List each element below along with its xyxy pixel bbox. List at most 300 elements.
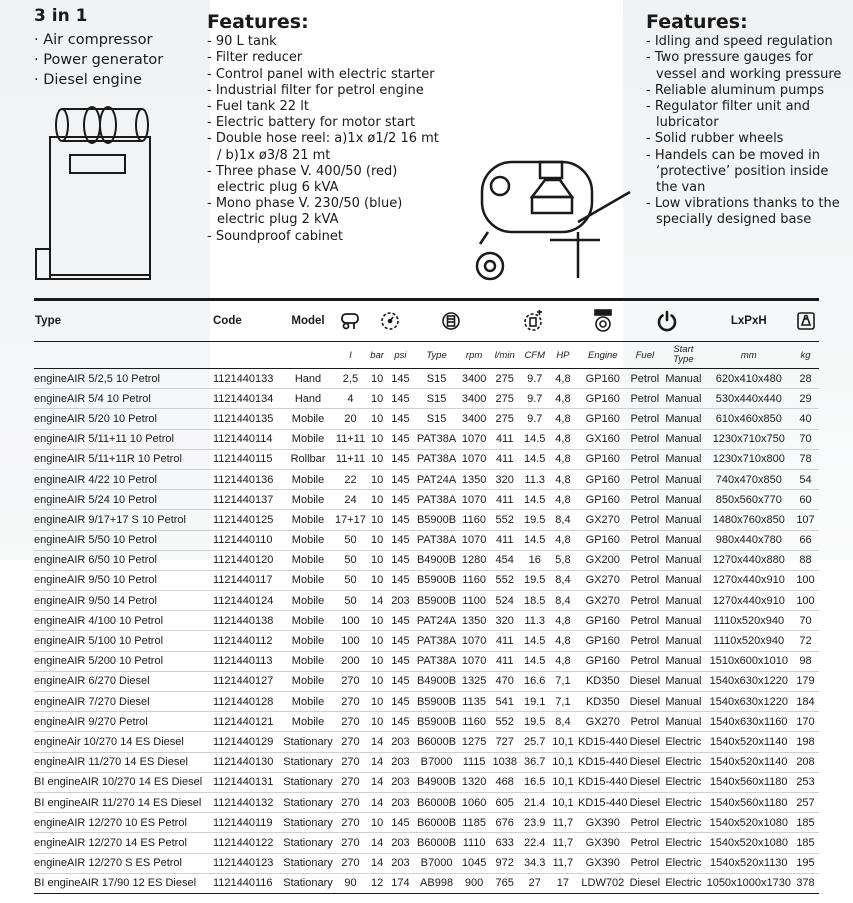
cell-code: 1121440121 xyxy=(212,712,282,732)
cell-engine: KD350 xyxy=(577,671,629,691)
cell-psi: 174 xyxy=(387,873,413,893)
cell-hp: 10,1 xyxy=(549,732,577,752)
cell-start: Electric xyxy=(661,772,705,792)
cell-rpm: 1160 xyxy=(459,570,488,590)
cell-start: Manual xyxy=(661,429,705,449)
cell-pump-type: B7000 xyxy=(414,752,460,772)
cell-bar: 10 xyxy=(367,510,387,530)
cell-engine: KD15-440 xyxy=(577,732,629,752)
cell-type: engineAIR 12/270 14 ES Petrol xyxy=(34,833,212,853)
cell-model: Mobile xyxy=(282,429,334,449)
cell-start: Manual xyxy=(661,671,705,691)
cell-weight: 72 xyxy=(792,631,819,651)
cell-dims: 1050x1000x1730 xyxy=(706,873,792,893)
cell-tank: 270 xyxy=(334,792,367,812)
cell-cfm: 16.5 xyxy=(521,772,549,792)
cell-start: Manual xyxy=(661,570,705,590)
cell-pump-type: B4900B xyxy=(414,772,460,792)
cell-engine: GP160 xyxy=(577,611,629,631)
feature-item: - Filter reducer xyxy=(207,50,447,66)
cell-dims: 1270x440x880 xyxy=(706,550,792,570)
cell-code: 1121440135 xyxy=(212,409,282,429)
cell-tank: 270 xyxy=(334,813,367,833)
cell-code: 1121440128 xyxy=(212,692,282,712)
cell-engine: LDW702 xyxy=(577,873,629,893)
cell-psi: 203 xyxy=(387,732,413,752)
cell-fuel: Diesel xyxy=(629,692,662,712)
cell-engine: KD15-440 xyxy=(577,772,629,792)
cell-hp: 4,8 xyxy=(549,369,577,389)
feature-item: - Solid rubber wheels xyxy=(646,131,846,147)
cell-dims: 610x460x850 xyxy=(706,409,792,429)
cell-bar: 10 xyxy=(367,671,387,691)
table-row xyxy=(34,631,819,651)
cell-pump-type: B5900B xyxy=(414,570,460,590)
unit-tank: l xyxy=(334,342,367,369)
intro-item: · Air compressor xyxy=(34,30,163,50)
cell-hp: 4,8 xyxy=(549,409,577,429)
table-row xyxy=(34,712,819,732)
tank-icon xyxy=(334,300,367,342)
feature-item: - Regulator filter unit and lubricator xyxy=(646,99,846,131)
cell-model: Mobile xyxy=(282,591,334,611)
cell-rpm: 1325 xyxy=(459,671,488,691)
cell-cfm: 19.5 xyxy=(521,510,549,530)
cell-code: 1121440127 xyxy=(212,671,282,691)
cell-fuel: Petrol xyxy=(629,570,662,590)
cell-rpm: 1160 xyxy=(459,510,488,530)
cell-code: 1121440124 xyxy=(212,591,282,611)
cell-tank: 270 xyxy=(334,853,367,873)
table-row xyxy=(34,671,819,691)
cell-rpm: 1320 xyxy=(459,772,488,792)
unit-psi: psi xyxy=(387,342,413,369)
cell-tank: 200 xyxy=(334,651,367,671)
cell-weight: 70 xyxy=(792,611,819,631)
cell-pump-type: B6000B xyxy=(414,833,460,853)
cell-dims: 1230x710x750 xyxy=(706,429,792,449)
cell-hp: 10,1 xyxy=(549,792,577,812)
cell-type: engineAIR 7/270 Diesel xyxy=(34,692,212,712)
table-row xyxy=(34,510,819,530)
cell-engine: GX390 xyxy=(577,853,629,873)
cell-rpm: 1275 xyxy=(459,732,488,752)
feature-item: - Industrial filter for petrol engine xyxy=(207,83,447,99)
cell-pump-type: B4900B xyxy=(414,550,460,570)
cell-tank: 50 xyxy=(334,530,367,550)
cell-weight: 54 xyxy=(792,469,819,489)
table-header-row xyxy=(34,300,819,342)
cell-code: 1121440136 xyxy=(212,469,282,489)
unit-bar: bar xyxy=(367,342,387,369)
cell-cfm: 14.5 xyxy=(521,429,549,449)
table-row xyxy=(34,732,819,752)
cell-fuel: Diesel xyxy=(629,671,662,691)
header-section xyxy=(0,0,853,292)
cell-lmin: 470 xyxy=(489,671,521,691)
table-row xyxy=(34,611,819,631)
unit-pump-type: Type xyxy=(414,342,460,369)
table-row xyxy=(34,570,819,590)
cell-weight: 78 xyxy=(792,449,819,469)
features-right-list xyxy=(646,34,846,228)
table-row xyxy=(34,469,819,489)
cell-cfm: 9.7 xyxy=(521,409,549,429)
cell-tank: 2,5 xyxy=(334,369,367,389)
cell-engine: GP160 xyxy=(577,651,629,671)
cell-fuel: Petrol xyxy=(629,591,662,611)
cell-psi: 203 xyxy=(387,772,413,792)
cell-type: engineAIR 9/50 14 Petrol xyxy=(34,591,212,611)
cell-rpm: 3400 xyxy=(459,369,488,389)
cell-hp: 10,1 xyxy=(549,752,577,772)
cell-rpm: 1280 xyxy=(459,550,488,570)
cell-model: Mobile xyxy=(282,550,334,570)
cell-model: Stationary xyxy=(282,853,334,873)
cell-dims: 1110x520x940 xyxy=(706,611,792,631)
cell-hp: 4,8 xyxy=(549,449,577,469)
cell-cfm: 9.7 xyxy=(521,369,549,389)
cell-pump-type: B6000B xyxy=(414,732,460,752)
cell-hp: 11,7 xyxy=(549,853,577,873)
cell-bar: 14 xyxy=(367,853,387,873)
cell-type: BI engineAIR 10/270 14 ES Diesel xyxy=(34,772,212,792)
cell-start: Manual xyxy=(661,692,705,712)
cell-psi: 145 xyxy=(387,530,413,550)
cell-rpm: 1045 xyxy=(459,853,488,873)
cell-bar: 10 xyxy=(367,409,387,429)
cell-dims: 1270x440x910 xyxy=(706,591,792,611)
cell-tank: 22 xyxy=(334,469,367,489)
cell-dims: 1110x520x940 xyxy=(706,631,792,651)
cell-code: 1121440110 xyxy=(212,530,282,550)
cell-rpm: 3400 xyxy=(459,409,488,429)
cell-hp: 4,8 xyxy=(549,611,577,631)
cell-pump-type: PAT38A xyxy=(414,490,460,510)
cell-cfm: 21.4 xyxy=(521,792,549,812)
cell-hp: 4,8 xyxy=(549,389,577,409)
cell-start: Manual xyxy=(661,611,705,631)
cell-model: Stationary xyxy=(282,732,334,752)
cell-psi: 203 xyxy=(387,792,413,812)
cell-lmin: 411 xyxy=(489,631,521,651)
cell-dims: 1540x630x1160 xyxy=(706,712,792,732)
cell-psi: 145 xyxy=(387,429,413,449)
cell-engine: GP160 xyxy=(577,469,629,489)
header-dims: LxPxH xyxy=(706,300,792,342)
pump-icon xyxy=(414,300,489,342)
table-units-row xyxy=(34,342,819,369)
cell-dims: 1480x760x850 xyxy=(706,510,792,530)
cell-engine: GP160 xyxy=(577,389,629,409)
cell-type: engineAIR 6/270 Diesel xyxy=(34,671,212,691)
cell-pump-type: B5900B xyxy=(414,712,460,732)
cell-engine: GX200 xyxy=(577,550,629,570)
cell-type: engineAIR 12/270 S ES Petrol xyxy=(34,853,212,873)
cell-type: engineAIR 5/100 10 Petrol xyxy=(34,631,212,651)
table-row xyxy=(34,530,819,550)
cell-psi: 145 xyxy=(387,490,413,510)
unit-hp: HP xyxy=(549,342,577,369)
cell-pump-type: PAT38A xyxy=(414,429,460,449)
gauge-icon xyxy=(367,300,414,342)
cell-fuel: Petrol xyxy=(629,712,662,732)
cell-type: engineAIR 5/24 10 Petrol xyxy=(34,490,212,510)
cell-lmin: 275 xyxy=(489,369,521,389)
cell-lmin: 275 xyxy=(489,409,521,429)
cell-fuel: Petrol xyxy=(629,631,662,651)
cell-weight: 208 xyxy=(792,752,819,772)
header-type: Type xyxy=(34,300,212,342)
cell-code: 1121440119 xyxy=(212,813,282,833)
cell-pump-type: B5900B xyxy=(414,510,460,530)
cell-lmin: 676 xyxy=(489,813,521,833)
cell-model: Stationary xyxy=(282,873,334,893)
cell-tank: 24 xyxy=(334,490,367,510)
cell-tank: 100 xyxy=(334,611,367,631)
cell-bar: 10 xyxy=(367,692,387,712)
cell-fuel: Diesel xyxy=(629,873,662,893)
features-left-title: Features: xyxy=(207,11,309,33)
cell-fuel: Petrol xyxy=(629,469,662,489)
cell-start: Manual xyxy=(661,712,705,732)
cell-weight: 378 xyxy=(792,873,819,893)
cell-start: Manual xyxy=(661,469,705,489)
cell-pump-type: PAT38A xyxy=(414,449,460,469)
header-model: Model xyxy=(282,300,334,342)
cell-cfm: 9.7 xyxy=(521,389,549,409)
feature-item: - Low vibrations thanks to the specially designed base xyxy=(646,196,846,228)
cell-engine: GX390 xyxy=(577,813,629,833)
table-row xyxy=(34,752,819,772)
cell-hp: 4,8 xyxy=(549,490,577,510)
cell-hp: 7,1 xyxy=(549,671,577,691)
cell-tank: 50 xyxy=(334,550,367,570)
units-empty xyxy=(282,342,334,369)
cell-bar: 10 xyxy=(367,429,387,449)
cell-cfm: 19.1 xyxy=(521,692,549,712)
cell-bar: 10 xyxy=(367,530,387,550)
cell-tank: 100 xyxy=(334,631,367,651)
cell-tank: 90 xyxy=(334,873,367,893)
unit-engine: Engine xyxy=(577,342,629,369)
cell-bar: 10 xyxy=(367,813,387,833)
cell-hp: 4,8 xyxy=(549,631,577,651)
unit-lmin: l/min xyxy=(489,342,521,369)
cell-model: Mobile xyxy=(282,570,334,590)
cell-cfm: 18.5 xyxy=(521,591,549,611)
cell-bar: 10 xyxy=(367,570,387,590)
cell-type: engineAIR 5/4 10 Petrol xyxy=(34,389,212,409)
cell-psi: 145 xyxy=(387,570,413,590)
cell-fuel: Petrol xyxy=(629,490,662,510)
cell-start: Electric xyxy=(661,873,705,893)
cell-model: Mobile xyxy=(282,510,334,530)
cell-model: Hand xyxy=(282,369,334,389)
cell-fuel: Diesel xyxy=(629,772,662,792)
feature-item: - Mono phase V. 230/50 (blue) electric plug 2 kVA xyxy=(207,196,447,228)
cell-fuel: Petrol xyxy=(629,429,662,449)
cell-pump-type: B7000 xyxy=(414,853,460,873)
cell-start: Manual xyxy=(661,389,705,409)
cell-pump-type: PAT38A xyxy=(414,631,460,651)
cell-hp: 7,1 xyxy=(549,692,577,712)
cell-fuel: Diesel xyxy=(629,732,662,752)
cell-weight: 185 xyxy=(792,833,819,853)
cell-bar: 10 xyxy=(367,469,387,489)
cell-weight: 100 xyxy=(792,570,819,590)
cell-dims: 1540x520x1130 xyxy=(706,853,792,873)
cell-weight: 88 xyxy=(792,550,819,570)
cell-type: engineAir 10/270 14 ES Diesel xyxy=(34,732,212,752)
cell-lmin: 411 xyxy=(489,429,521,449)
cell-lmin: 727 xyxy=(489,732,521,752)
cell-start: Electric xyxy=(661,833,705,853)
cell-rpm: 1060 xyxy=(459,792,488,812)
cell-rpm: 1110 xyxy=(459,833,488,853)
cell-code: 1121440114 xyxy=(212,429,282,449)
cell-cfm: 16.6 xyxy=(521,671,549,691)
cell-dims: 530x440x440 xyxy=(706,389,792,409)
cell-rpm: 1185 xyxy=(459,813,488,833)
cell-lmin: 605 xyxy=(489,792,521,812)
cell-pump-type: B6000B xyxy=(414,792,460,812)
cell-model: Stationary xyxy=(282,772,334,792)
cell-cfm: 14.5 xyxy=(521,530,549,550)
cell-code: 1121440129 xyxy=(212,732,282,752)
cell-start: Electric xyxy=(661,732,705,752)
cell-bar: 10 xyxy=(367,712,387,732)
intro-list xyxy=(34,30,163,90)
unit-cfm: CFM xyxy=(521,342,549,369)
feature-item: - Fuel tank 22 lt xyxy=(207,99,447,115)
cell-model: Mobile xyxy=(282,692,334,712)
cell-dims: 1540x630x1220 xyxy=(706,671,792,691)
cell-weight: 184 xyxy=(792,692,819,712)
cell-cfm: 14.5 xyxy=(521,631,549,651)
cell-code: 1121440134 xyxy=(212,389,282,409)
cell-model: Mobile xyxy=(282,712,334,732)
cell-rpm: 900 xyxy=(459,873,488,893)
cell-psi: 203 xyxy=(387,853,413,873)
cell-lmin: 411 xyxy=(489,651,521,671)
cell-model: Stationary xyxy=(282,792,334,812)
cell-pump-type: S15 xyxy=(414,409,460,429)
cell-fuel: Petrol xyxy=(629,813,662,833)
cell-bar: 10 xyxy=(367,611,387,631)
table-row xyxy=(34,651,819,671)
cell-psi: 145 xyxy=(387,449,413,469)
cell-lmin: 411 xyxy=(489,530,521,550)
cell-tank: 50 xyxy=(334,570,367,590)
cell-weight: 66 xyxy=(792,530,819,550)
cell-psi: 145 xyxy=(387,389,413,409)
cell-dims: 1540x520x1140 xyxy=(706,732,792,752)
unit-fuel: Fuel xyxy=(629,342,662,369)
cell-engine: GX160 xyxy=(577,429,629,449)
table-row xyxy=(34,369,819,389)
cell-rpm: 1070 xyxy=(459,651,488,671)
cell-lmin: 275 xyxy=(489,389,521,409)
cell-bar: 14 xyxy=(367,792,387,812)
cell-cfm: 14.5 xyxy=(521,490,549,510)
cell-rpm: 1070 xyxy=(459,449,488,469)
cell-model: Mobile xyxy=(282,409,334,429)
intro-item: · Diesel engine xyxy=(34,70,163,90)
cell-engine: KD15-440 xyxy=(577,752,629,772)
engine-icon xyxy=(577,300,629,342)
unit-kg: kg xyxy=(792,342,819,369)
cell-code: 1121440125 xyxy=(212,510,282,530)
cell-type: engineAIR 5/20 10 Petrol xyxy=(34,409,212,429)
cell-lmin: 320 xyxy=(489,469,521,489)
cell-type: engineAIR 9/270 Petrol xyxy=(34,712,212,732)
cell-code: 1121440113 xyxy=(212,651,282,671)
cell-fuel: Diesel xyxy=(629,792,662,812)
cell-hp: 4,8 xyxy=(549,469,577,489)
cell-type: engineAIR 5/11+11R 10 Petrol xyxy=(34,449,212,469)
cell-fuel: Petrol xyxy=(629,369,662,389)
table-row xyxy=(34,772,819,792)
cell-engine: GX390 xyxy=(577,833,629,853)
cell-start: Manual xyxy=(661,449,705,469)
cell-type: BI engineAIR 11/270 14 ES Diesel xyxy=(34,792,212,812)
table-row xyxy=(34,490,819,510)
spec-table-body xyxy=(34,369,819,894)
cell-bar: 10 xyxy=(367,490,387,510)
cell-dims: 1270x440x910 xyxy=(706,570,792,590)
cell-fuel: Petrol xyxy=(629,530,662,550)
cell-rpm: 3400 xyxy=(459,389,488,409)
table-row xyxy=(34,692,819,712)
cell-pump-type: B5900B xyxy=(414,692,460,712)
cell-code: 1121440137 xyxy=(212,490,282,510)
cell-dims: 1540x630x1220 xyxy=(706,692,792,712)
cell-model: Mobile xyxy=(282,631,334,651)
cell-psi: 145 xyxy=(387,813,413,833)
cell-hp: 10,1 xyxy=(549,772,577,792)
cell-pump-type: B6000B xyxy=(414,813,460,833)
cell-weight: 185 xyxy=(792,813,819,833)
cell-lmin: 411 xyxy=(489,449,521,469)
cell-bar: 14 xyxy=(367,752,387,772)
unit-mm: mm xyxy=(706,342,792,369)
cell-weight: 100 xyxy=(792,591,819,611)
cell-dims: 1540x560x1180 xyxy=(706,772,792,792)
cell-rpm: 1135 xyxy=(459,692,488,712)
cell-type: engineAIR 9/17+17 S 10 Petrol xyxy=(34,510,212,530)
cell-weight: 29 xyxy=(792,389,819,409)
cell-model: Mobile xyxy=(282,611,334,631)
cell-rpm: 1070 xyxy=(459,490,488,510)
cell-cfm: 27 xyxy=(521,873,549,893)
weight-icon xyxy=(792,300,819,342)
cell-start: Manual xyxy=(661,510,705,530)
air-flow-icon xyxy=(489,300,577,342)
cell-lmin: 1038 xyxy=(489,752,521,772)
cell-hp: 11,7 xyxy=(549,833,577,853)
cell-hp: 8,4 xyxy=(549,570,577,590)
features-left-list xyxy=(207,34,447,245)
intro-title: 3 in 1 xyxy=(34,6,88,26)
table-row xyxy=(34,853,819,873)
cell-start: Electric xyxy=(661,813,705,833)
power-icon xyxy=(629,300,706,342)
cell-dims: 850x560x770 xyxy=(706,490,792,510)
cell-pump-type: PAT38A xyxy=(414,651,460,671)
cell-model: Mobile xyxy=(282,530,334,550)
cell-code: 1121440115 xyxy=(212,449,282,469)
